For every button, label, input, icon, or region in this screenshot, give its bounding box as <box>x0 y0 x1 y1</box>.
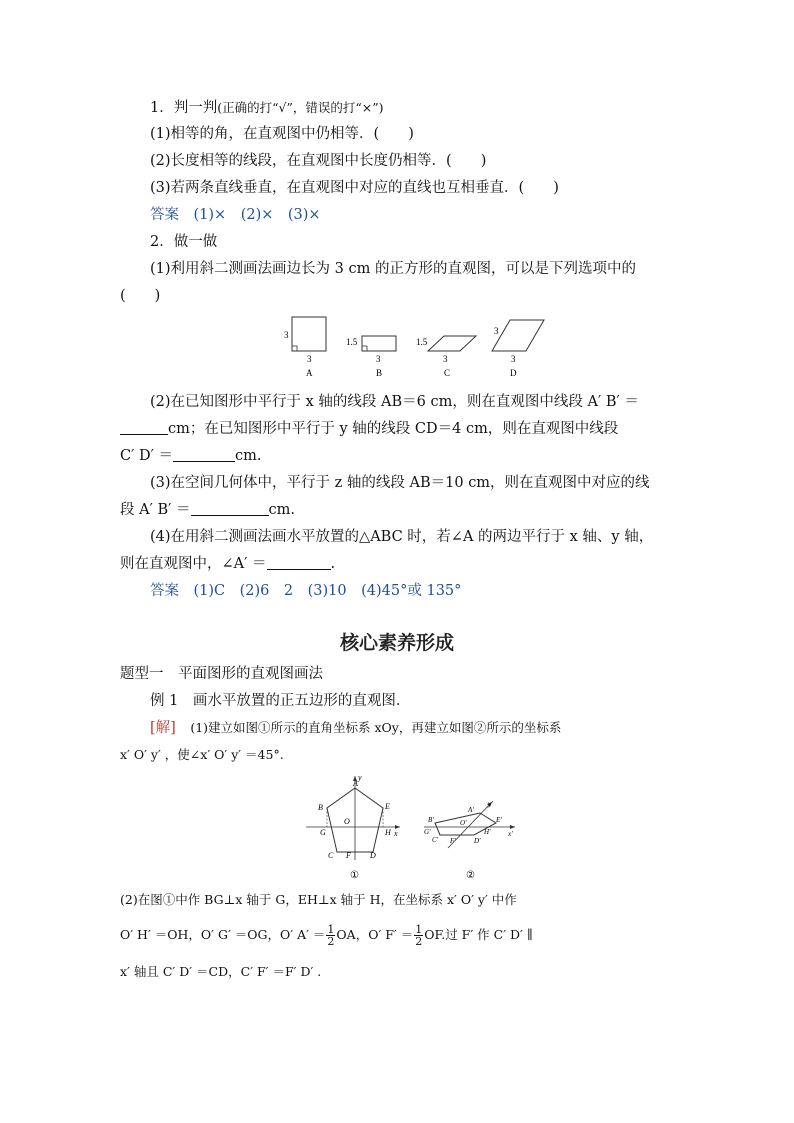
svg-text:3: 3 <box>511 354 516 364</box>
judge-answer <box>150 205 321 225</box>
svg-text:3: 3 <box>307 354 312 364</box>
q2-line2: cm；在已知图形中平行于 y 轴的线段 CD＝4 cm，则在直观图中线段 <box>120 419 618 439</box>
q4-line2: 则在直观图中，∠A′ ＝ . <box>120 556 336 572</box>
option-b <box>346 336 396 378</box>
svg-text:C: C <box>328 851 334 860</box>
options-figure <box>280 312 552 382</box>
do-answer <box>150 581 461 601</box>
svg-text:3: 3 <box>284 330 289 340</box>
q3-line1: (3)在空间几何体中，平行于 z 轴的线段 AB＝10 cm，则在直观图中对应的线 <box>150 475 650 491</box>
q3-line2: 段 A′ B′ ＝ cm. <box>120 502 296 518</box>
svg-text:B: B <box>318 803 323 812</box>
svg-text:H′: H′ <box>484 828 491 836</box>
q2-line1: (2)在已知图形中平行于 x 轴的线段 AB＝6 cm，则在直观图中线段 A′ B′ ＝ <box>150 394 639 410</box>
answer-label: 答案 <box>150 583 179 599</box>
judge-item-1: (1)相等的角，在直观图中仍相等．( ) <box>150 126 414 142</box>
judge-item-3: (3)若两条直线垂直，在直观图中对应的直线也互相垂直．( ) <box>150 180 559 196</box>
svg-text:C′: C′ <box>432 836 439 844</box>
fraction-half-1: $\frac{1}{2}$ <box>327 923 335 948</box>
part2-line1: (2)在图①中作 BG⊥x 轴于 G，EH⊥x 轴于 H，在坐标系 x′ O′ y′ 中作 <box>120 892 517 907</box>
judge-item-2: (2)长度相等的线段，在直观图中长度仍相等．( ) <box>150 153 487 169</box>
svg-text:A: A <box>353 779 358 788</box>
part2-line2: O′ H′ ＝OH，O′ G′ ＝OG，O′ A′ ＝ $\frac{1}{2}$ OA，O′ F′ ＝ $\frac{1}{2}$ OF.过 F′ 作 C′ D′ ∥ <box>120 923 533 948</box>
answer-text: (1)C (2)6 2 (3)10 (4)45°或 135° <box>193 583 462 599</box>
svg-text:3: 3 <box>443 354 448 364</box>
svg-text:O′: O′ <box>460 819 467 827</box>
q4-line1: (4)在用斜二测画法画水平放置的△ABC 时，若∠A 的两边平行于 x 轴、y 轴， <box>150 529 654 545</box>
option-a <box>284 317 326 378</box>
svg-text:3: 3 <box>494 326 499 336</box>
svg-text:B: B <box>376 368 383 378</box>
do-title: 2．做一做 <box>150 234 218 250</box>
q4-blank[interactable] <box>267 555 331 570</box>
svg-text:x′: x′ <box>508 830 513 838</box>
svg-text:y′: y′ <box>488 800 493 808</box>
svg-text:G′: G′ <box>424 828 431 836</box>
option-d <box>492 320 544 378</box>
svg-text:1.5: 1.5 <box>346 337 358 347</box>
q2-blank-2[interactable] <box>173 447 235 462</box>
svg-text:x: x <box>394 829 398 838</box>
svg-text:A: A <box>306 368 313 378</box>
figure-2 <box>424 800 515 881</box>
section-heading: 核心素养形成 <box>339 632 454 654</box>
solution-label: [解] <box>150 720 176 736</box>
svg-text:D′: D′ <box>474 837 481 845</box>
svg-text:O: O <box>344 817 350 826</box>
svg-text:G: G <box>320 828 326 837</box>
type1-title: 题型一 平面图形的直观图画法 <box>120 666 323 682</box>
solution-line2: x′ O′ y′ ，使∠x′ O′ y′ ＝45°. <box>120 747 284 762</box>
svg-text:E: E <box>385 802 390 811</box>
svg-text:F: F <box>346 851 351 860</box>
svg-text:B′: B′ <box>428 816 434 824</box>
fraction-half-2: $\frac{1}{2}$ <box>415 923 423 948</box>
judge-title: 1．判一判(正确的打“√”，错误的打“×”) <box>150 100 384 116</box>
figure-1 <box>306 773 400 881</box>
svg-text:y: y <box>358 773 362 782</box>
q1-line2: ( ) <box>120 288 161 304</box>
pentagon-figures <box>300 772 530 884</box>
svg-text:D: D <box>370 851 376 860</box>
example-1: 例 1 画水平放置的正五边形的直观图． <box>150 693 411 709</box>
q1-line1: (1)利用斜二测画法画边长为 3 cm 的正方形的直观图，可以是下列选项中的 <box>150 261 636 277</box>
q3-blank[interactable] <box>191 501 269 516</box>
svg-text:①: ① <box>350 870 359 881</box>
svg-text:H: H <box>385 828 391 837</box>
svg-text:F′: F′ <box>450 837 456 845</box>
svg-text:1.5: 1.5 <box>416 337 428 347</box>
svg-text:②: ② <box>466 870 475 881</box>
part2-line3: x′ 轴且 C′ D′ ＝CD，C′ F′ ＝F′ D′ . <box>120 964 322 979</box>
svg-text:D: D <box>510 368 517 378</box>
svg-text:3: 3 <box>376 354 381 364</box>
answer-label: 答案 <box>150 207 179 223</box>
svg-text:E′: E′ <box>496 816 502 824</box>
answer-text: (1)× (2)× (3)× <box>193 207 321 223</box>
q2-line3: C′ D′ ＝ cm. <box>120 448 262 464</box>
svg-text:C: C <box>444 368 451 378</box>
solution-line1: [解] (1)建立如图①所示的直角坐标系 xOy，再建立如图②所示的坐标系 <box>150 720 562 736</box>
svg-text:A′: A′ <box>468 806 474 814</box>
q2-blank-1[interactable] <box>120 420 168 435</box>
option-c <box>416 336 476 378</box>
